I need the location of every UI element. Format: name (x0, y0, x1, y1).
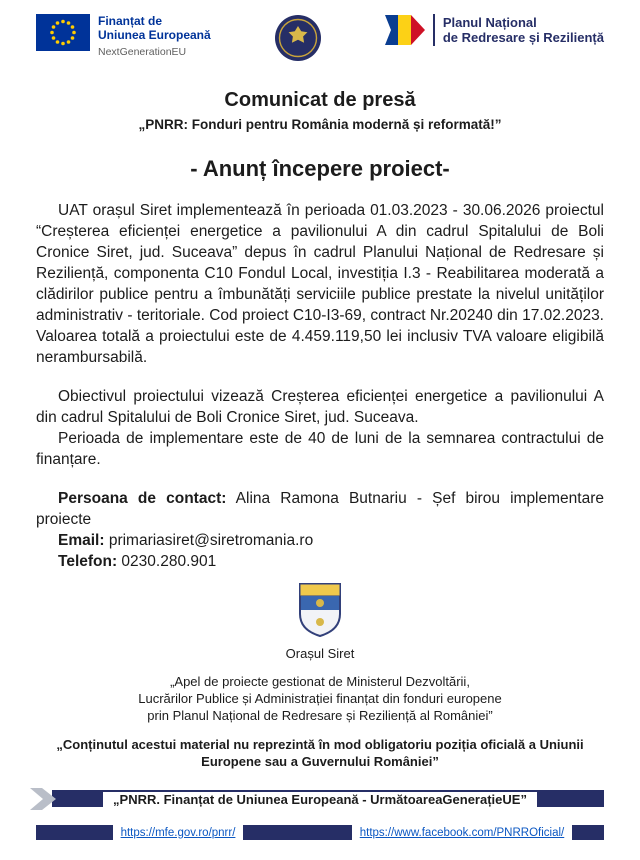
eu-funding-text (98, 14, 211, 59)
romanian-government-emblem (274, 14, 322, 67)
contact-person-label: Persoana de contact: (58, 490, 227, 507)
page-title: Comunicat de presă (224, 89, 416, 111)
pnrr-flag-icon (385, 15, 425, 45)
paragraph-duration: Perioada de implementare este de 40 de luni de la semnarea contractului de finanțare. (36, 430, 604, 468)
footer-arrow-icon (30, 788, 56, 810)
pnrr-logo-line1: Planul Național (442, 15, 537, 30)
program-quote-line3: prin Planul Național de Redresare și Reziliență al României” (147, 708, 493, 723)
siret-seal-caption: Orașul Siret (285, 646, 355, 661)
siret-seal-block (0, 582, 640, 661)
contact-person-line (36, 488, 604, 530)
footer-bar-text: „PNRR. Finanțat de Uniunea Europeană - UrmătoareaGenerațieUE” (103, 792, 537, 807)
disclaimer-line1: „Conținutul acestui material nu reprezintă în mod obligatoriu poziția oficială a Uniunii (56, 737, 584, 752)
pnrr-logo-text (443, 15, 604, 45)
disclaimer-line2: Europene sau a Guvernului României” (201, 754, 439, 769)
government-seal-icon (274, 14, 322, 62)
eu-funding-line2: Uniunea Europeană (98, 28, 211, 42)
body-content (0, 200, 640, 572)
left-link-pill (113, 823, 244, 841)
footer-links-row (36, 820, 604, 844)
logo-header (0, 0, 640, 67)
eu-flag-icon (36, 14, 90, 51)
mfe-link[interactable]: https://mfe.gov.ro/pnrr/ (120, 827, 236, 839)
eu-funding-line3: NextGenerationEU (98, 46, 187, 58)
pnrr-footer-bar (36, 784, 604, 814)
pnrr-logo-line2: de Redresare și Reziliență (442, 30, 604, 45)
contact-person-value: Alina Ramona Butnariu - Șef birou implementare proiecte (36, 490, 604, 528)
email-line (36, 530, 604, 551)
page-subtitle: „PNRR: Fonduri pentru România modernă și reformată!” (138, 117, 502, 132)
announcement-heading: - Anunț începere proiect- (190, 156, 450, 181)
email-label: Email: (58, 532, 105, 549)
phone-value: 0230.280.901 (117, 553, 217, 570)
pnrr-logo (385, 14, 604, 46)
right-link-cell (320, 823, 604, 841)
right-link-pill (352, 823, 573, 841)
pnrr-logo-separator (433, 14, 435, 46)
siret-coat-of-arms-icon (298, 582, 342, 638)
phone-label: Telefon: (58, 553, 118, 570)
paragraph-objective: Obiectivul proiectului vizează Creșterea eficienței energetice a pavilionului A din cadrul Spitalului de Boli Cronice Siret, jud. Suceava. (36, 388, 604, 426)
disclaimer-quote (0, 736, 640, 770)
program-quote-line1: „Apel de proiecte gestionat de Ministerul Dezvoltării, (170, 674, 470, 689)
phone-line (36, 551, 604, 572)
facebook-link[interactable]: https://www.facebook.com/PNRROficial/ (359, 827, 565, 839)
email-value: primariasiret@siretromania.ro (104, 532, 314, 549)
eu-funding-line1: Finanțat de (98, 14, 163, 28)
left-link-cell (36, 823, 320, 841)
paragraph-project-description: UAT orașul Siret implementează în perioada 01.03.2023 - 30.06.2026 proiectul “Creșterea eficienței energetice a pavilionului A din cadrul Spitalului de Boli Cronice Siret, jud. Suceava” depus în cadrul Planului Național de Redresare și Reziliență, componenta C10 Fondul Local, investiția I.3 - Reabilitarea moderată a clădirilor publice pentru a îmbunătăți serviciile publice prestate la nivelul unităților administrativ - teritoriale. Cod proiect C10-I3-69, contract Nr.20240 din 17.02.2023. Valoarea totală a proiectului este de 4.459.119,50 lei inclusiv TVA valoare eligibilă nerambursabilă. (36, 202, 604, 366)
eu-funding-logo (36, 14, 211, 59)
program-quote (0, 673, 640, 724)
program-quote-line2: Lucrărilor Publice și Administrației finanțat din fonduri europene (138, 691, 502, 706)
